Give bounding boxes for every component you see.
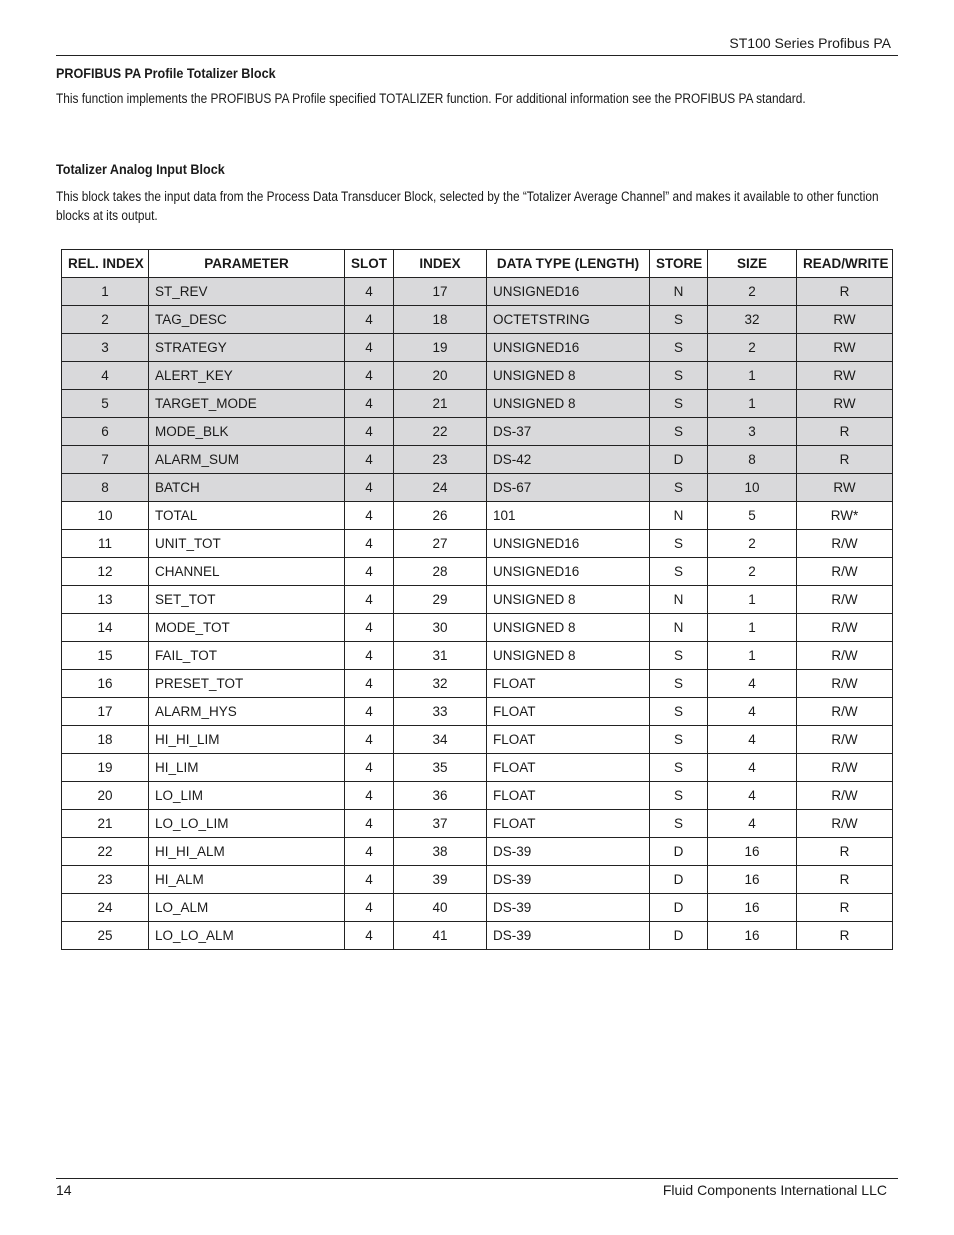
slot-cell: 4 <box>345 810 394 838</box>
rel-index-cell: 8 <box>62 474 149 502</box>
parameter-cell: SET_TOT <box>149 586 345 614</box>
slot-cell: 4 <box>345 558 394 586</box>
table-row <box>62 754 893 782</box>
slot-cell: 4 <box>345 866 394 894</box>
store-cell: N <box>650 278 708 306</box>
parameter-cell: PRESET_TOT <box>149 670 345 698</box>
table-row <box>62 278 893 306</box>
rel-index-cell: 21 <box>62 810 149 838</box>
rel-index-cell: 15 <box>62 642 149 670</box>
data-type-cell: DS-39 <box>487 838 650 866</box>
parameter-cell: HI_HI_ALM <box>149 838 345 866</box>
rel-index-cell: 19 <box>62 754 149 782</box>
store-cell: S <box>650 306 708 334</box>
data-type-cell: DS-39 <box>487 866 650 894</box>
table-row <box>62 810 893 838</box>
rel-index-cell: 14 <box>62 614 149 642</box>
slot-cell: 4 <box>345 502 394 530</box>
parameter-cell: ST_REV <box>149 278 345 306</box>
rel-index-cell: 22 <box>62 838 149 866</box>
size-cell: 8 <box>708 446 797 474</box>
read-write-cell: R/W <box>797 754 893 782</box>
index-cell: 23 <box>394 446 487 474</box>
store-cell: D <box>650 894 708 922</box>
table-row <box>62 586 893 614</box>
index-cell: 35 <box>394 754 487 782</box>
read-write-cell: RW <box>797 474 893 502</box>
index-cell: 22 <box>394 418 487 446</box>
index-cell: 29 <box>394 586 487 614</box>
index-cell: 19 <box>394 334 487 362</box>
slot-cell: 4 <box>345 334 394 362</box>
parameter-cell: LO_LO_LIM <box>149 810 345 838</box>
rel-index-cell: 4 <box>62 362 149 390</box>
data-type-cell: UNSIGNED 8 <box>487 642 650 670</box>
parameter-cell: HI_LIM <box>149 754 345 782</box>
slot-cell: 4 <box>345 754 394 782</box>
index-cell: 20 <box>394 362 487 390</box>
slot-cell: 4 <box>345 446 394 474</box>
parameter-cell: ALERT_KEY <box>149 362 345 390</box>
store-cell: S <box>650 754 708 782</box>
data-type-cell: OCTETSTRING <box>487 306 650 334</box>
size-cell: 16 <box>708 838 797 866</box>
index-cell: 38 <box>394 838 487 866</box>
size-cell: 32 <box>708 306 797 334</box>
data-type-cell: UNSIGNED 8 <box>487 614 650 642</box>
data-type-cell: FLOAT <box>487 810 650 838</box>
index-cell: 41 <box>394 922 487 950</box>
store-cell: N <box>650 614 708 642</box>
size-cell: 2 <box>708 558 797 586</box>
data-type-cell: DS-37 <box>487 418 650 446</box>
index-cell: 39 <box>394 866 487 894</box>
read-write-cell: RW <box>797 334 893 362</box>
running-header: ST100 Series Profibus PA <box>729 35 891 51</box>
data-type-cell: UNSIGNED 8 <box>487 586 650 614</box>
store-cell: S <box>650 726 708 754</box>
parameter-cell: LO_LIM <box>149 782 345 810</box>
read-write-cell: R/W <box>797 530 893 558</box>
column-header: SIZE <box>708 250 797 278</box>
index-cell: 28 <box>394 558 487 586</box>
size-cell: 4 <box>708 698 797 726</box>
data-type-cell: UNSIGNED16 <box>487 334 650 362</box>
parameter-cell: FAIL_TOT <box>149 642 345 670</box>
parameter-cell: UNIT_TOT <box>149 530 345 558</box>
rel-index-cell: 24 <box>62 894 149 922</box>
table-row <box>62 922 893 950</box>
rel-index-cell: 7 <box>62 446 149 474</box>
table-row <box>62 698 893 726</box>
index-cell: 36 <box>394 782 487 810</box>
read-write-cell: R <box>797 278 893 306</box>
read-write-cell: R/W <box>797 586 893 614</box>
slot-cell: 4 <box>345 418 394 446</box>
index-cell: 18 <box>394 306 487 334</box>
index-cell: 33 <box>394 698 487 726</box>
slot-cell: 4 <box>345 390 394 418</box>
data-type-cell: 101 <box>487 502 650 530</box>
data-type-cell: FLOAT <box>487 670 650 698</box>
size-cell: 2 <box>708 278 797 306</box>
size-cell: 16 <box>708 894 797 922</box>
size-cell: 16 <box>708 866 797 894</box>
slot-cell: 4 <box>345 838 394 866</box>
size-cell: 16 <box>708 922 797 950</box>
slot-cell: 4 <box>345 726 394 754</box>
rel-index-cell: 10 <box>62 502 149 530</box>
rel-index-cell: 11 <box>62 530 149 558</box>
table-row <box>62 894 893 922</box>
slot-cell: 4 <box>345 586 394 614</box>
store-cell: S <box>650 474 708 502</box>
section-heading-totalizer-block: PROFIBUS PA Profile Totalizer Block <box>56 65 276 81</box>
parameter-cell: HI_HI_LIM <box>149 726 345 754</box>
size-cell: 1 <box>708 390 797 418</box>
read-write-cell: R/W <box>797 670 893 698</box>
size-cell: 2 <box>708 530 797 558</box>
index-cell: 37 <box>394 810 487 838</box>
store-cell: D <box>650 866 708 894</box>
index-cell: 21 <box>394 390 487 418</box>
parameter-cell: CHANNEL <box>149 558 345 586</box>
read-write-cell: R/W <box>797 614 893 642</box>
footer-divider <box>56 1178 898 1179</box>
store-cell: N <box>650 502 708 530</box>
rel-index-cell: 12 <box>62 558 149 586</box>
size-cell: 4 <box>708 670 797 698</box>
column-header: SLOT <box>345 250 394 278</box>
section-body-totalizer-block: This function implements the PROFIBUS PA Profile specified TOTALIZER function. For additional information see the PROFIBUS PA standard. <box>56 91 806 106</box>
store-cell: S <box>650 334 708 362</box>
size-cell: 3 <box>708 418 797 446</box>
data-type-cell: UNSIGNED 8 <box>487 362 650 390</box>
column-header: REL. INDEX <box>62 250 149 278</box>
table-row <box>62 726 893 754</box>
table-row <box>62 670 893 698</box>
table-row <box>62 838 893 866</box>
parameter-cell: BATCH <box>149 474 345 502</box>
data-type-cell: UNSIGNED16 <box>487 278 650 306</box>
size-cell: 4 <box>708 726 797 754</box>
size-cell: 1 <box>708 362 797 390</box>
read-write-cell: R/W <box>797 810 893 838</box>
read-write-cell: RW <box>797 390 893 418</box>
parameter-cell: ALARM_SUM <box>149 446 345 474</box>
read-write-cell: RW <box>797 306 893 334</box>
store-cell: S <box>650 642 708 670</box>
read-write-cell: R/W <box>797 726 893 754</box>
store-cell: S <box>650 418 708 446</box>
read-write-cell: R <box>797 866 893 894</box>
rel-index-cell: 18 <box>62 726 149 754</box>
table-row <box>62 558 893 586</box>
data-type-cell: DS-42 <box>487 446 650 474</box>
data-type-cell: DS-67 <box>487 474 650 502</box>
slot-cell: 4 <box>345 698 394 726</box>
index-cell: 26 <box>394 502 487 530</box>
size-cell: 1 <box>708 614 797 642</box>
data-type-cell: FLOAT <box>487 726 650 754</box>
parameter-cell: HI_ALM <box>149 866 345 894</box>
rel-index-cell: 25 <box>62 922 149 950</box>
read-write-cell: R/W <box>797 642 893 670</box>
table-row <box>62 334 893 362</box>
size-cell: 2 <box>708 334 797 362</box>
size-cell: 4 <box>708 782 797 810</box>
parameter-cell: LO_ALM <box>149 894 345 922</box>
data-type-cell: UNSIGNED16 <box>487 558 650 586</box>
slot-cell: 4 <box>345 530 394 558</box>
table-row <box>62 362 893 390</box>
slot-cell: 4 <box>345 306 394 334</box>
slot-cell: 4 <box>345 614 394 642</box>
read-write-cell: R/W <box>797 782 893 810</box>
size-cell: 5 <box>708 502 797 530</box>
read-write-cell: R <box>797 418 893 446</box>
rel-index-cell: 17 <box>62 698 149 726</box>
data-type-cell: FLOAT <box>487 698 650 726</box>
parameter-cell: ALARM_HYS <box>149 698 345 726</box>
parameter-cell: TARGET_MODE <box>149 390 345 418</box>
parameter-cell: TOTAL <box>149 502 345 530</box>
parameter-cell: LO_LO_ALM <box>149 922 345 950</box>
read-write-cell: RW* <box>797 502 893 530</box>
read-write-cell: R <box>797 894 893 922</box>
table-row <box>62 390 893 418</box>
data-type-cell: DS-39 <box>487 922 650 950</box>
parameter-cell: MODE_TOT <box>149 614 345 642</box>
read-write-cell: R <box>797 446 893 474</box>
slot-cell: 4 <box>345 782 394 810</box>
rel-index-cell: 23 <box>62 866 149 894</box>
rel-index-cell: 3 <box>62 334 149 362</box>
store-cell: S <box>650 390 708 418</box>
size-cell: 4 <box>708 810 797 838</box>
page-number: 14 <box>56 1182 72 1198</box>
slot-cell: 4 <box>345 642 394 670</box>
rel-index-cell: 5 <box>62 390 149 418</box>
table-row <box>62 530 893 558</box>
table-row <box>62 306 893 334</box>
index-cell: 30 <box>394 614 487 642</box>
store-cell: N <box>650 586 708 614</box>
data-type-cell: UNSIGNED16 <box>487 530 650 558</box>
store-cell: S <box>650 810 708 838</box>
table-header-row <box>62 250 893 278</box>
rel-index-cell: 1 <box>62 278 149 306</box>
read-write-cell: RW <box>797 362 893 390</box>
index-cell: 40 <box>394 894 487 922</box>
read-write-cell: R/W <box>797 558 893 586</box>
store-cell: D <box>650 922 708 950</box>
parameter-cell: STRATEGY <box>149 334 345 362</box>
table-row <box>62 782 893 810</box>
parameter-cell: TAG_DESC <box>149 306 345 334</box>
slot-cell: 4 <box>345 894 394 922</box>
rel-index-cell: 13 <box>62 586 149 614</box>
store-cell: S <box>650 558 708 586</box>
store-cell: D <box>650 446 708 474</box>
table-row <box>62 418 893 446</box>
store-cell: S <box>650 782 708 810</box>
column-header: DATA TYPE (LENGTH) <box>487 250 650 278</box>
store-cell: S <box>650 698 708 726</box>
table-body <box>62 278 893 950</box>
table-row <box>62 446 893 474</box>
index-cell: 31 <box>394 642 487 670</box>
size-cell: 10 <box>708 474 797 502</box>
column-header: STORE <box>650 250 708 278</box>
size-cell: 1 <box>708 642 797 670</box>
read-write-cell: R/W <box>797 698 893 726</box>
store-cell: S <box>650 530 708 558</box>
data-type-cell: UNSIGNED 8 <box>487 390 650 418</box>
parameter-table <box>61 249 893 950</box>
index-cell: 34 <box>394 726 487 754</box>
data-type-cell: DS-39 <box>487 894 650 922</box>
store-cell: S <box>650 362 708 390</box>
column-header: INDEX <box>394 250 487 278</box>
slot-cell: 4 <box>345 670 394 698</box>
index-cell: 27 <box>394 530 487 558</box>
store-cell: S <box>650 670 708 698</box>
store-cell: D <box>650 838 708 866</box>
index-cell: 17 <box>394 278 487 306</box>
rel-index-cell: 2 <box>62 306 149 334</box>
section-body-analog-input: This block takes the input data from the Process Data Transducer Block, selected by the “Totalizer Average Channel” and makes it available to other function blocks at its output. <box>56 189 879 223</box>
table-row <box>62 502 893 530</box>
table-row <box>62 866 893 894</box>
parameter-cell: MODE_BLK <box>149 418 345 446</box>
size-cell: 1 <box>708 586 797 614</box>
read-write-cell: R <box>797 922 893 950</box>
slot-cell: 4 <box>345 474 394 502</box>
slot-cell: 4 <box>345 362 394 390</box>
footer-company: Fluid Components International LLC <box>662 1182 887 1198</box>
data-type-cell: FLOAT <box>487 782 650 810</box>
index-cell: 24 <box>394 474 487 502</box>
slot-cell: 4 <box>345 922 394 950</box>
size-cell: 4 <box>708 754 797 782</box>
index-cell: 32 <box>394 670 487 698</box>
table-row <box>62 614 893 642</box>
table-row <box>62 474 893 502</box>
section-heading-analog-input: Totalizer Analog Input Block <box>56 161 225 177</box>
table-row <box>62 642 893 670</box>
header-divider <box>56 55 898 56</box>
data-type-cell: FLOAT <box>487 754 650 782</box>
column-header: READ/WRITE <box>797 250 893 278</box>
rel-index-cell: 6 <box>62 418 149 446</box>
read-write-cell: R <box>797 838 893 866</box>
rel-index-cell: 16 <box>62 670 149 698</box>
rel-index-cell: 20 <box>62 782 149 810</box>
slot-cell: 4 <box>345 278 394 306</box>
column-header: PARAMETER <box>149 250 345 278</box>
